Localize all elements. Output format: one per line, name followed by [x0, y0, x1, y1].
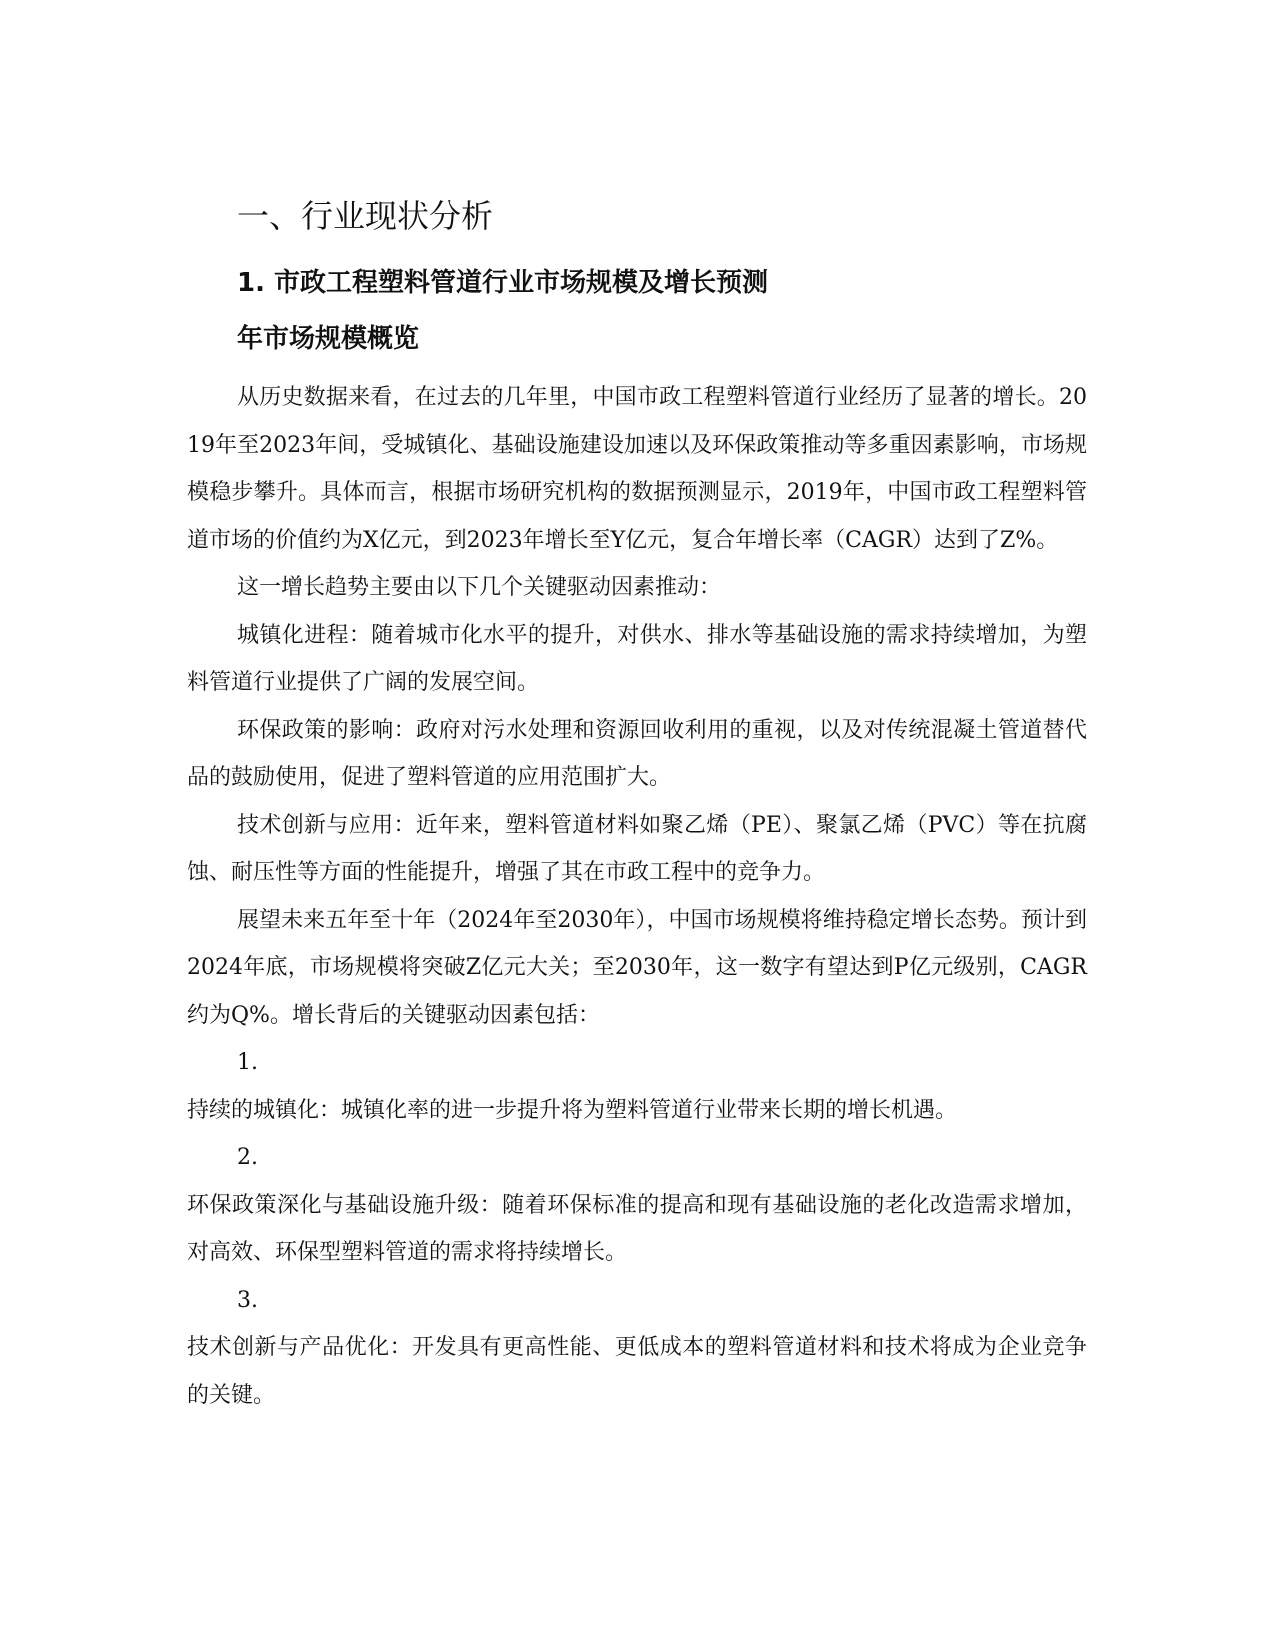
paragraph-technology: 技术创新与应用：近年来，塑料管道材料如聚乙烯（PE）、聚氯乙烯（PVC）等在抗腐蚀、耐压性等方面的性能提升，增强了其在市政工程中的竞争力。 — [187, 812, 1087, 885]
list-item-number: 1. — [237, 1050, 258, 1075]
list-item-text: 技术创新与产品优化：开发具有更高性能、更低成本的塑料管道材料和技术将成为企业竞争的关键。 — [187, 1335, 1087, 1408]
section-heading: 一、行业现状分析 — [237, 197, 494, 235]
subsubsection-heading: 年市场规模概览 — [237, 324, 420, 354]
list-item-text: 环保政策深化与基础设施升级：随着环保标准的提高和现有基础设施的老化改造需求增加，对高效、环保型塑料管道的需求将持续增长。 — [187, 1192, 1087, 1265]
list-item-number: 2. — [237, 1145, 258, 1170]
body-text — [187, 374, 1087, 1419]
subsection-heading: 1. 市政工程塑料管道行业市场规模及增长预测 — [237, 268, 769, 298]
list-item-number: 3. — [237, 1287, 258, 1313]
paragraph-drivers-intro: 这一增长趋势主要由以下几个关键驱动因素推动： — [237, 575, 722, 600]
paragraph-history: 从历史数据来看，在过去的几年里，中国市政工程塑料管道行业经历了显著的增长。2019年至2023年间，受城镇化、基础设施建设加速以及环保政策推动等多重因素影响，市场规模稳步攀升。具体而言，根据市场研究机构的数据预测显示，2019年，中国市政工程塑料管道市场的价值约为X亿元，到2023年增长至Y亿元，复合年增长率（CAGR）达到了Z%。 — [187, 385, 1087, 553]
list-item-text: 持续的城镇化：城镇化率的进一步提升将为塑料管道行业带来长期的增长机遇。 — [187, 1097, 958, 1123]
paragraph-urbanization: 城镇化进程：随着城市化水平的提升，对供水、排水等基础设施的需求持续增加，为塑料管道行业提供了广阔的发展空间。 — [187, 622, 1087, 695]
paragraph-environmental-policy: 环保政策的影响：政府对污水处理和资源回收利用的重视，以及对传统混凝土管道替代品的鼓励使用，促进了塑料管道的应用范围扩大。 — [187, 717, 1087, 790]
paragraph-outlook: 展望未来五年至十年（2024年至2030年），中国市场规模将维持稳定增长态势。预计到2024年底，市场规模将突破Z亿元大关；至2030年，这一数字有望达到P亿元级别，CAGR约为Q%。增长背后的关键驱动因素包括： — [187, 907, 1087, 1028]
